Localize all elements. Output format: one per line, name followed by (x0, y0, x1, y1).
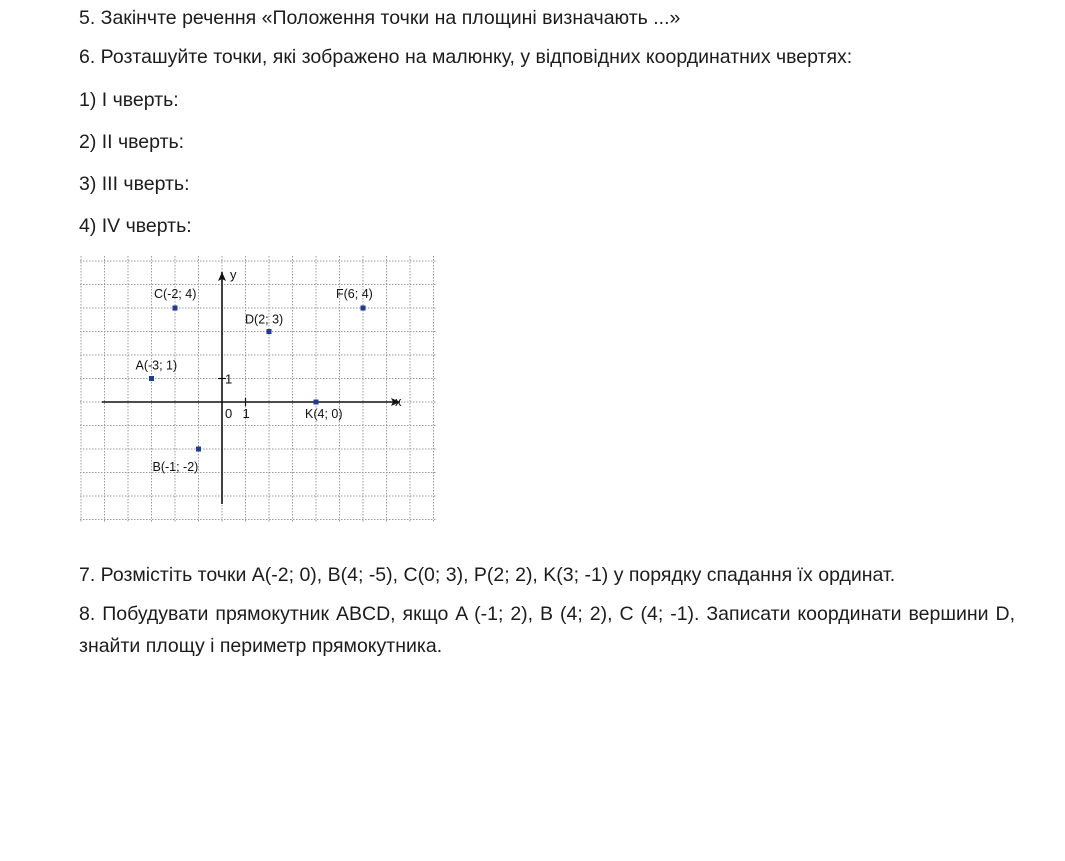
axes (102, 267, 402, 504)
point-a-marker (149, 376, 154, 381)
question-6: 6. Розташуйте точки, які зображено на малюнку, у відповідних координатних чвертях: (79, 46, 853, 68)
unit-y-label: 1 (225, 371, 233, 387)
point-c-label: C(-2; 4) (154, 287, 197, 301)
point-a-label: A(-3; 1) (135, 358, 178, 373)
point-k-label: K(4; 0) (305, 407, 343, 421)
point-d-label: D(2; 3) (245, 312, 284, 327)
quadrant-1-answer: 1) I чверть: (79, 89, 179, 111)
point-d-marker (267, 329, 272, 334)
quadrant-2-answer: 2) II чверть: (79, 131, 185, 153)
point-k-marker (314, 400, 319, 405)
coordinate-plane-figure (78, 254, 438, 524)
x-axis-label: x (395, 394, 402, 409)
quadrant-3-answer: 3) III чверть: (79, 173, 190, 195)
point-b-label: B(-1; -2) (152, 460, 199, 474)
grid-lines (80, 256, 436, 522)
point-f-label: F(6; 4) (336, 287, 373, 301)
point-c-marker (173, 306, 178, 311)
point-b-marker (196, 447, 201, 452)
point-f-marker (361, 306, 366, 311)
question-7: 7. Розмістіть точки A(-2; 0), B(4; -5), C(0; 3), P(2; 2), K(3; -1) у порядку спадання їх ординат. (79, 564, 896, 586)
question-8: 8. Побудувати прямокутник ABCD, якщо A (-1; 2), B (4; 2), C (4; -1). Записати координати вершини D, знайти площу і периметр прямокутника. (79, 603, 1015, 657)
y-axis-label: y (230, 267, 237, 282)
question-5: 5. Закінчте речення «Положення точки на площині визначають ...» (79, 7, 681, 29)
origin-label: 0 (225, 406, 233, 421)
quadrant-4-answer: 4) IV чверть: (79, 215, 192, 237)
plotted-points (136, 287, 373, 474)
unit-x-label: 1 (242, 406, 250, 421)
